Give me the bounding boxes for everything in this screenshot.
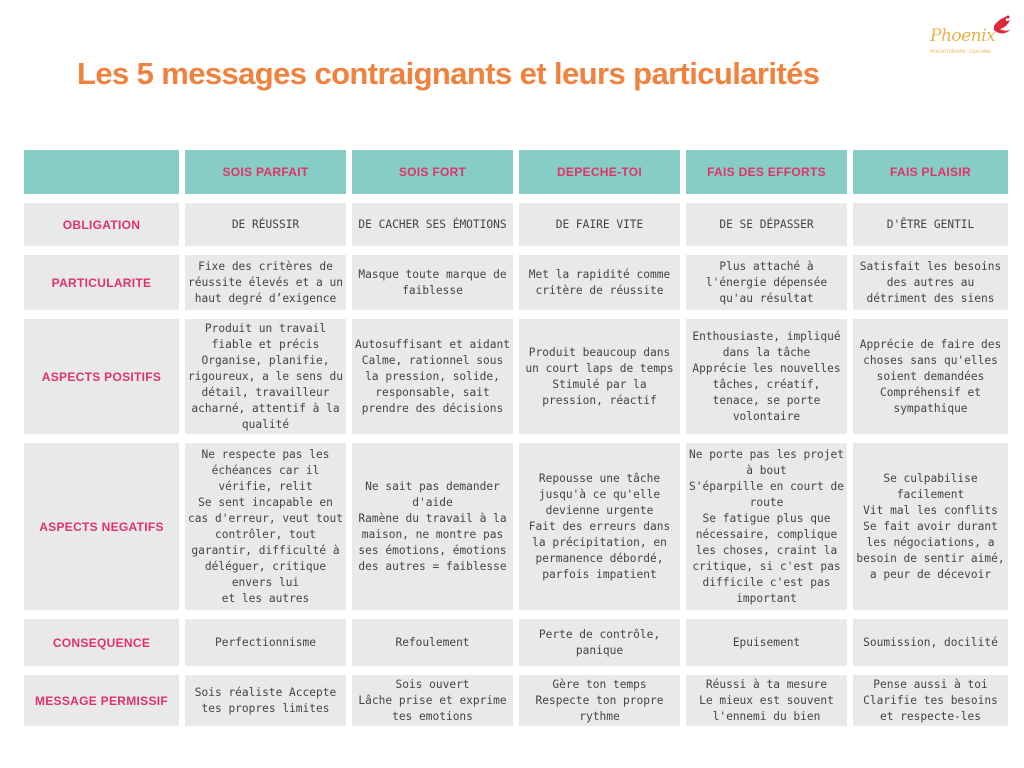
header-corner	[24, 150, 179, 194]
row-label: MESSAGE PERMISSIF	[24, 675, 179, 726]
table-cell: Réussi à ta mesure Le mieux est souvent l'ennemi du bien	[686, 675, 847, 726]
table-cell: Se culpabilise facilement Vit mal les conflits Se fait avoir durant les négociations, a besoin de sentir aimé, a peur de décevoir	[853, 443, 1008, 610]
logo-wordmark: Phoenix	[930, 26, 996, 46]
row-label: OBLIGATION	[24, 203, 179, 246]
table-cell: D'ÊTRE GENTIL	[853, 203, 1008, 246]
table-cell: Autosuffisant et aidant Calme, rationnel sous la pression, solide, responsable, sait prendre des décisions	[352, 319, 513, 434]
table-cell: Epuisement	[686, 619, 847, 666]
row-label: PARTICULARITE	[24, 255, 179, 310]
table-cell: Ne porte pas les projet à bout S'éparpille en court de route Se fatigue plus que nécessaire, complique les choses, craint la critique, si c'est pas difficile c'est pas important	[686, 443, 847, 610]
table-cell: Soumission, docilité	[853, 619, 1008, 666]
table-cell: Enthousiaste, impliqué dans la tâche Apprécie les nouvelles tâches, créatif, tenace, se porte volontaire	[686, 319, 847, 434]
table-cell: Apprécie de faire des choses sans qu'elles soient demandées Compréhensif et sympathique	[853, 319, 1008, 434]
table-cell: Ne sait pas demander d'aide Ramène du travail à la maison, ne montre pas ses émotions, émotions des autres = faiblesse	[352, 443, 513, 610]
table-cell: DE FAIRE VITE	[519, 203, 680, 246]
table-cell: Ne respecte pas les échéances car il vérifie, relit Se sent incapable en cas d'erreur, veut tout contrôler, tout garantir, difficulté à déléguer, critique envers lui et les autres	[185, 443, 346, 610]
table-cell: Produit un travail fiable et précis Organise, planifie, rigoureux, a le sens du détail, travailleur acharné, attentif à la qualité	[185, 319, 346, 434]
table-cell: Satisfait les besoins des autres au détriment des siens	[853, 255, 1008, 310]
table-cell: Fixe des critères de réussite élevés et a un haut degré d’exigence	[185, 255, 346, 310]
row-label: CONSEQUENCE	[24, 619, 179, 666]
table-cell: Refoulement	[352, 619, 513, 666]
table-cell: Gère ton temps Respecte ton propre rythme	[519, 675, 680, 726]
column-header: FAIS DES EFFORTS	[686, 150, 847, 194]
table-cell: Perfectionnisme	[185, 619, 346, 666]
table-cell: Plus attaché à l'énergie dépensée qu'au résultat	[686, 255, 847, 310]
column-header: SOIS PARFAIT	[185, 150, 346, 194]
comparison-table	[24, 150, 1008, 726]
column-header: DEPECHE-TOI	[519, 150, 680, 194]
table-cell: Pense aussi à toi Clarifie tes besoins et respecte-les	[853, 675, 1008, 726]
table-cell: Sois réaliste Accepte tes propres limites	[185, 675, 346, 726]
table-cell: Sois ouvert Lâche prise et exprime tes emotions	[352, 675, 513, 726]
table-cell: DE RÉUSSIR	[185, 203, 346, 246]
row-label: ASPECTS POSITIFS	[24, 319, 179, 434]
table-cell: Produit beaucoup dans un court laps de temps Stimulé par la pression, réactif	[519, 319, 680, 434]
column-header: FAIS PLAISIR	[853, 150, 1008, 194]
table-cell: DE SE DÉPASSER	[686, 203, 847, 246]
table-cell: DE CACHER SES ÉMOTIONS	[352, 203, 513, 246]
logo-tagline: PSYCHOTHÉRAPIE · COACHING	[930, 49, 991, 54]
row-label: ASPECTS NEGATIFS	[24, 443, 179, 610]
table-cell: Masque toute marque de faiblesse	[352, 255, 513, 310]
column-header: SOIS FORT	[352, 150, 513, 194]
table-cell: Met la rapidité comme critère de réussite	[519, 255, 680, 310]
logo	[924, 12, 1016, 52]
table-cell: Repousse une tâche jusqu'à ce qu'elle devienne urgente Fait des erreurs dans la précipitation, en permanence débordé, parfois impatient	[519, 443, 680, 610]
page-title: Les 5 messages contraignants et leurs particularités	[77, 56, 820, 91]
table-cell: Perte de contrôle, panique	[519, 619, 680, 666]
